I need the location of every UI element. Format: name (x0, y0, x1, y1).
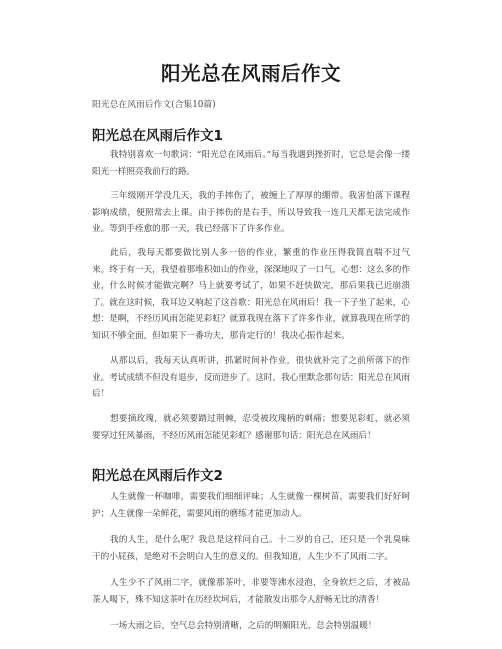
paragraph: 我特别喜欢一句歌词：“阳光总在风雨后。”每当我遇到挫折时，它总是会像一缕阳光一样照亮我前行的路。 (92, 150, 410, 177)
paragraph: 一场大雨之后，空气总会特别清晰，之后的明媚阳光，总会特别温暖！ (110, 621, 377, 631)
section-heading-1: 阳光总在风雨后作文1 (92, 128, 223, 144)
document-title: 阳光总在风雨后作文 (160, 62, 341, 85)
paragraph: 三年级刚开学没几天，我的手摔伤了，被缠上了厚厚的绷带。我害怕落下课程影响成绩，便照常去上课。由于摔伤的是右手，所以导致我一连几天都无法完成作业。等到手痊愈的那一天，我已经落下了许多作业。 (92, 191, 410, 234)
section-heading-2: 阳光总在风雨后作文2 (92, 468, 223, 484)
paragraph: 此后，我每天都要做比别人多一倍的作业，繁重的作业压得我简直喘不过气来。终于有一天，我望着那堆积如山的作业，深深地叹了一口气，心想：这么多的作业，什么时候才能做完啊？马上就要考试了，如果不赶快做完，那后果我已近崩溃了。就在这时候，我耳边又响起了这首歌：阳光总在风雨后！我一下子坐了起来，心想：是啊，不经历风雨怎能见彩虹？就算我现在落下了许多作业，就算我现在所学的知识不够全面，但如果下一番功夫，那肯定行的！我决心振作起来。 (92, 248, 410, 341)
paragraph: 人生就像一杯咖啡，需要我们细细评味；人生就像一棵树苗，需要我们好好呵护；人生就像一朵鲜花，需要风雨的磨练才能更加动人。 (92, 492, 410, 519)
paragraph: 从那以后，我每天认真听讲，抓紧时间补作业，很快就补完了之前所落下的作业。考试成绩不但没有退步，反而进步了。这时，我心里默念那句话：阳光总在风雨后！ (92, 356, 410, 399)
document-subtitle: 阳光总在风雨后作文(合集10篇) (92, 100, 216, 110)
paragraph: 我的人生，是什么呢？我总是这样问自己。十二岁的自己，还只是一个乳臭味干的小屁孩，是绝对不会明白人生的意义的。但我知道，人生少不了风雨二字。 (92, 535, 410, 562)
paragraph: 想要摘玫瑰，就必须要踏过荆棘，忍受被玫瑰柄的刺痛；想要见彩虹，就必须要穿过狂风暴雨，不经历风雨怎能见彩虹？感谢那句话：阳光总在风雨后！ (92, 414, 410, 441)
paragraph: 人生少不了风雨二字，就像那茶叶，非要等沸水浸泡，全身软烂之后，才被品茶人喝下，殊不知这茶叶在历经坎坷后，才能散发出那令人舒畅无比的清香！ (92, 578, 410, 605)
